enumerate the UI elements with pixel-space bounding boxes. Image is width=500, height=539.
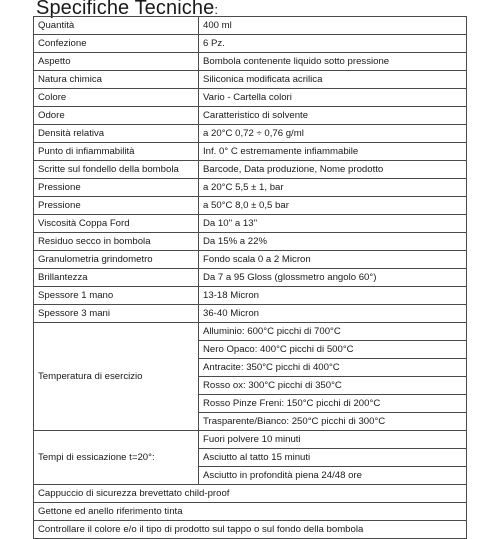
title-text: Specifiche Tecniche [36, 0, 215, 19]
row-label: Colore [34, 89, 199, 107]
table-row [34, 287, 467, 305]
row-value: 6 Pz. [199, 35, 467, 53]
footer-row: Cappuccio di sicurezza brevettato child-proof [34, 485, 467, 503]
footer-row: Gettone ed anello riferimento tinta [34, 503, 467, 521]
table-row [34, 35, 467, 53]
row-value: Siliconica modificata acrilica [199, 71, 467, 89]
row-label: Brillantezza [34, 269, 199, 287]
row-label: Spessore 1 mano [34, 287, 199, 305]
row-label: Quantità [34, 17, 199, 35]
table-row [34, 503, 467, 521]
drying-label: Tempi di essicazione t=20°: [34, 431, 199, 485]
row-value: Fondo scala 0 a 2 Micron [199, 251, 467, 269]
row-label: Pressione [34, 179, 199, 197]
temperature-value: Alluminio: 600°C picchi di 700°C [199, 323, 467, 341]
row-value: a 20°C 5,5 ± 1, bar [199, 179, 467, 197]
table-row [34, 233, 467, 251]
row-label: Aspetto [34, 53, 199, 71]
table-row [34, 215, 467, 233]
row-value: Da 10'' a 13'' [199, 215, 467, 233]
table-row [34, 269, 467, 287]
table-row [34, 107, 467, 125]
temperature-value: Antracite: 350°C picchi di 400°C [199, 359, 467, 377]
table-row [34, 125, 467, 143]
row-label: Densità relativa [34, 125, 199, 143]
table-row [34, 431, 467, 449]
spec-table-body [34, 17, 467, 539]
row-value: a 20°C 0,72 ÷ 0,76 g/ml [199, 125, 467, 143]
table-row [34, 161, 467, 179]
row-label: Granulometria grindometro [34, 251, 199, 269]
table-row [34, 53, 467, 71]
row-value: 13-18 Micron [199, 287, 467, 305]
row-label: Scritte sul fondello della bombola [34, 161, 199, 179]
table-row [34, 17, 467, 35]
temperature-value: Nero Opaco: 400°C picchi di 500°C [199, 341, 467, 359]
row-label: Natura chimica [34, 71, 199, 89]
table-row [34, 251, 467, 269]
row-value: Inf. 0° C estremamente infiammabile [199, 143, 467, 161]
footer-row: Controllare il colore e/o il tipo di prodotto sul tappo o sul fondo della bombola [34, 521, 467, 539]
row-label: Confezione [34, 35, 199, 53]
table-row [34, 485, 467, 503]
row-value: Da 7 a 95 Gloss (glossmetro angolo 60°) [199, 269, 467, 287]
row-value: Vario - Cartella colori [199, 89, 467, 107]
table-row [34, 197, 467, 215]
row-label: Punto di infiammabilità [34, 143, 199, 161]
table-row [34, 521, 467, 539]
row-value: Da 15% a 22% [199, 233, 467, 251]
row-label: Residuo secco in bombola [34, 233, 199, 251]
temperature-value: Rosso ox: 300°C picchi di 350°C [199, 377, 467, 395]
row-label: Spessore 3 mani [34, 305, 199, 323]
row-value: a 50°C 8,0 ± 0,5 bar [199, 197, 467, 215]
row-label: Viscosità Coppa Ford [34, 215, 199, 233]
row-value: 400 ml [199, 17, 467, 35]
row-value: Caratteristico di solvente [199, 107, 467, 125]
row-value: Barcode, Data produzione, Nome prodotto [199, 161, 467, 179]
table-row [34, 179, 467, 197]
temperature-value: Rosso Pinze Freni: 150°C picchi di 200°C [199, 395, 467, 413]
drying-value: Asciutto in profondità piena 24/48 ore [199, 467, 467, 485]
drying-value: Fuori polvere 10 minuti [199, 431, 467, 449]
table-row [34, 323, 467, 341]
row-label: Pressione [34, 197, 199, 215]
drying-value: Asciutto al tatto 15 minuti [199, 449, 467, 467]
row-value: Bombola contenente liquido sotto pressione [199, 53, 467, 71]
table-row [34, 305, 467, 323]
spec-table [33, 16, 467, 539]
row-value: 36-40 Micron [199, 305, 467, 323]
title-colon: : [214, 2, 219, 17]
table-row [34, 89, 467, 107]
temperature-label: Temperatura di esercizio [34, 323, 199, 431]
temperature-value: Trasparente/Bianco: 250°C picchi di 300°C [199, 413, 467, 431]
row-label: Odore [34, 107, 199, 125]
table-row [34, 143, 467, 161]
table-row [34, 71, 467, 89]
